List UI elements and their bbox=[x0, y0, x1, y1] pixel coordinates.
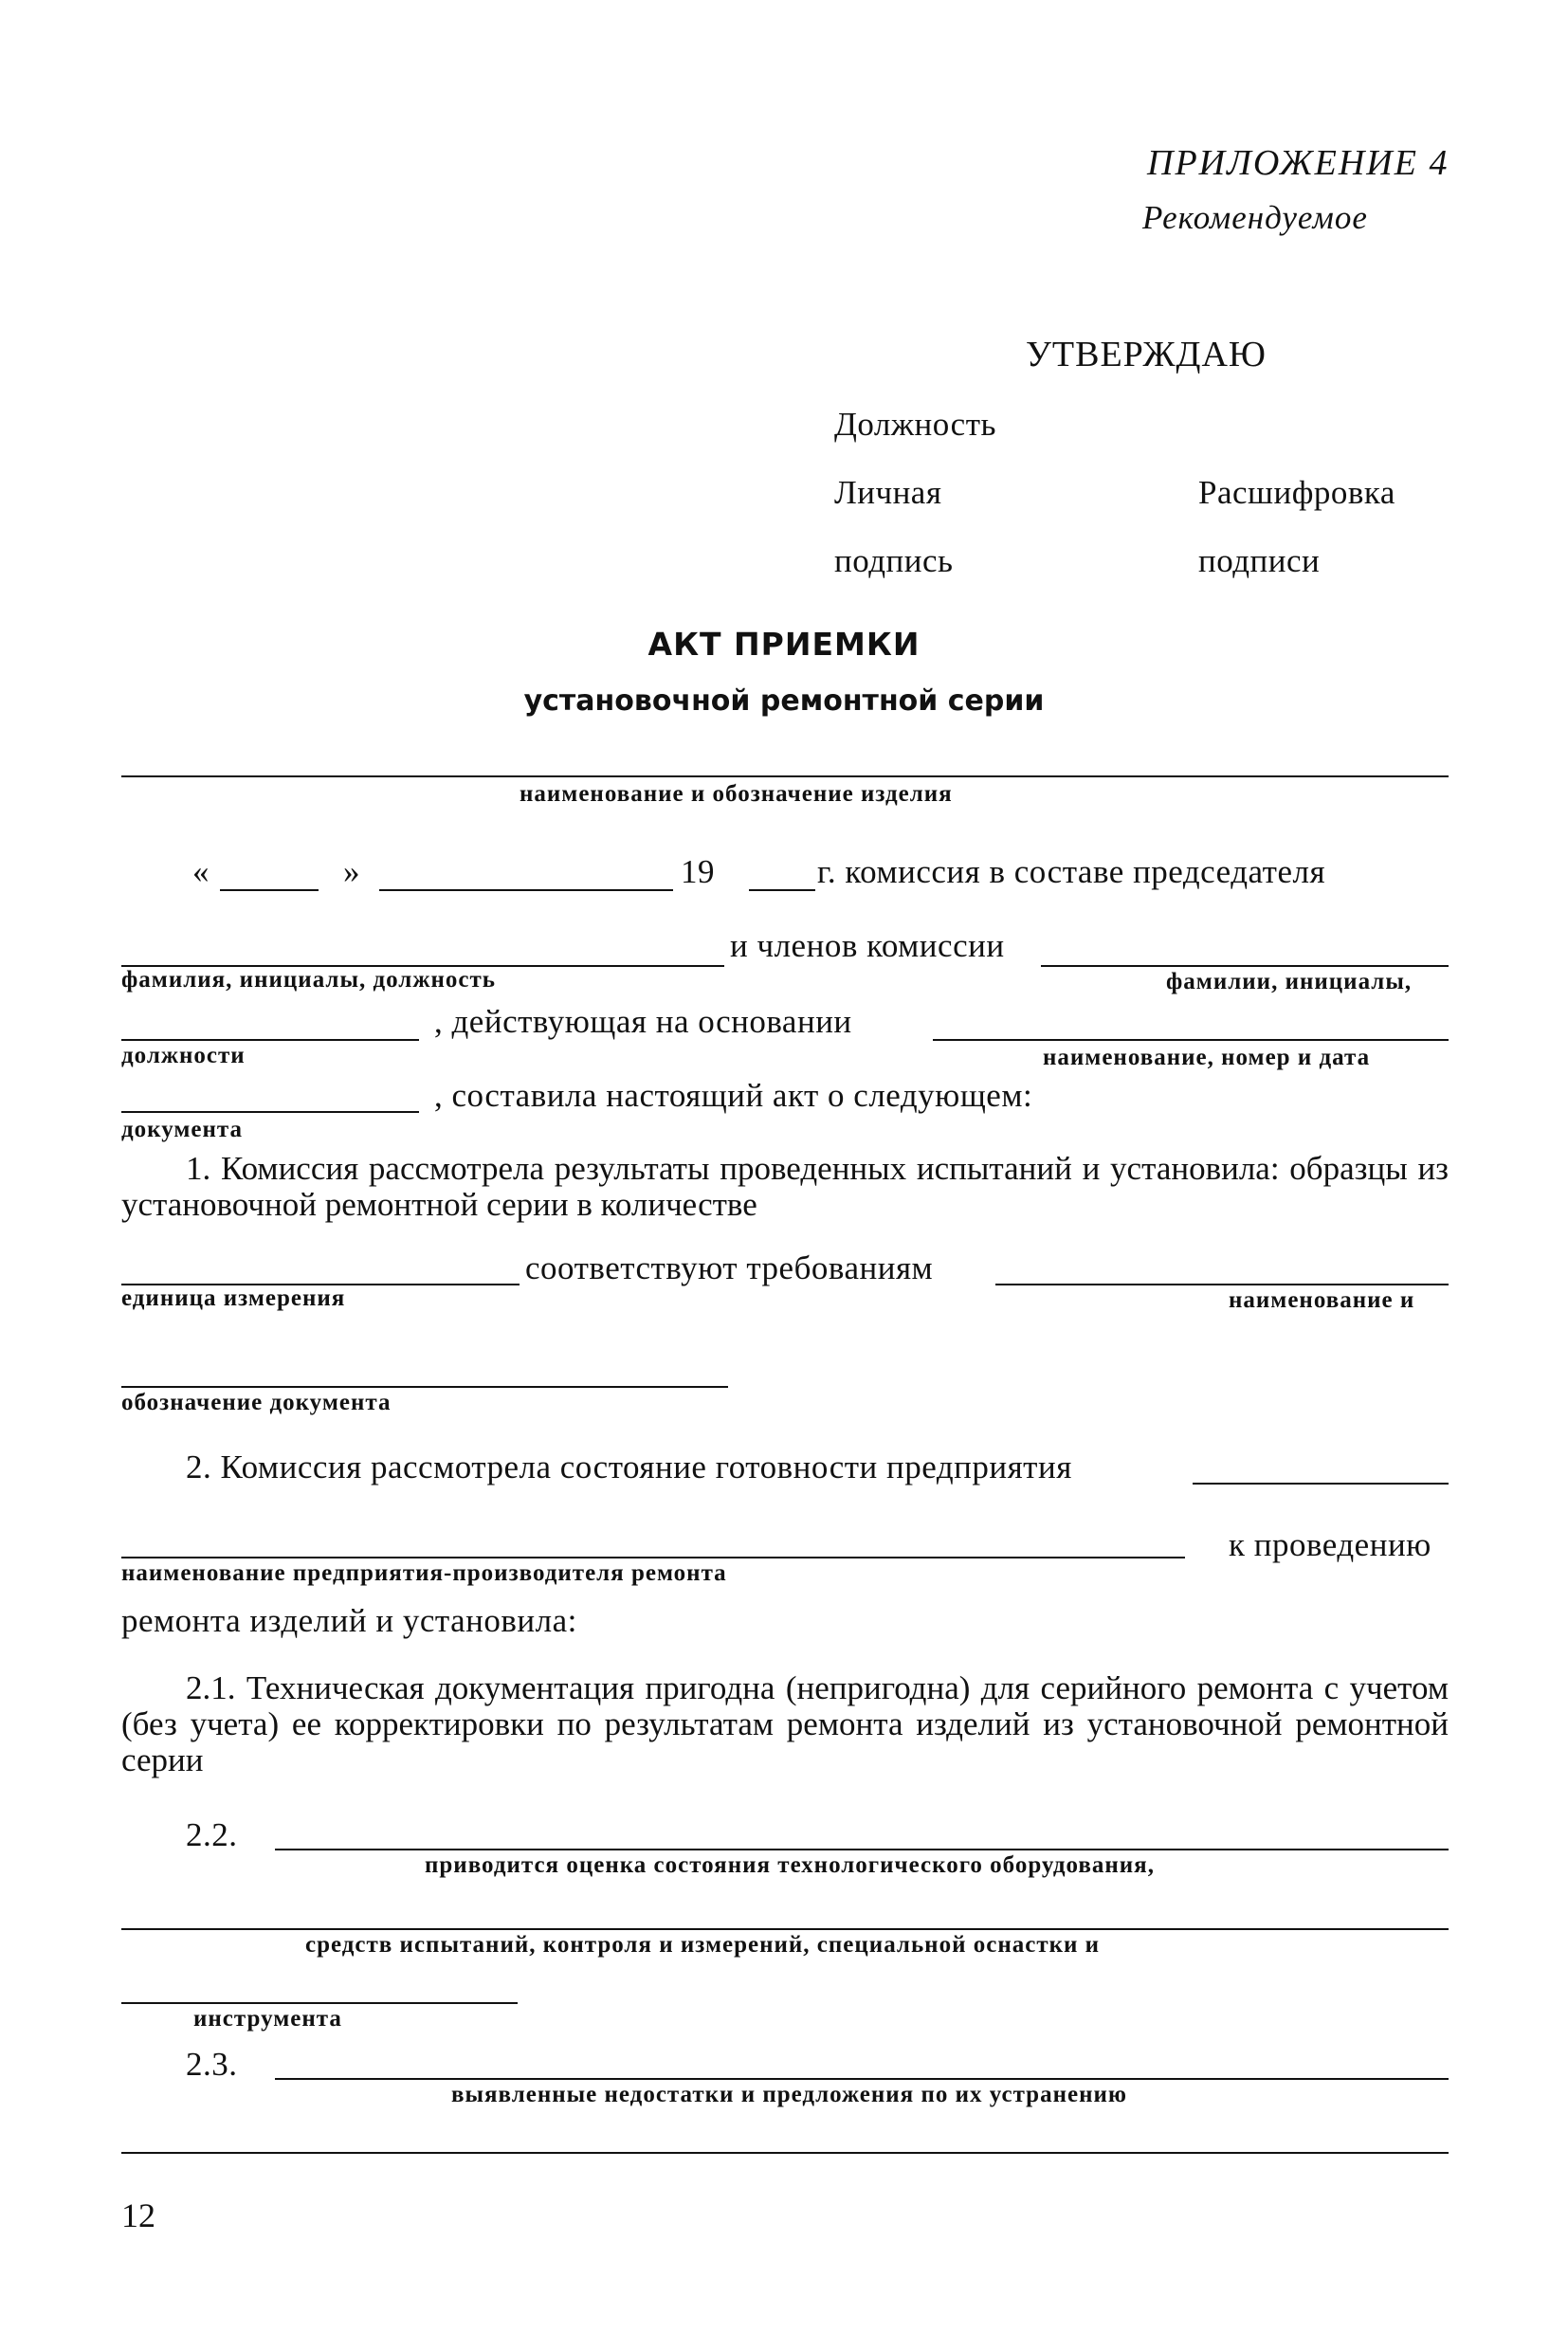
paragraph-2: 2. Комиссия рассмотрела состояние готовности предприятия bbox=[186, 1449, 1072, 1485]
basis-text: , действующая на основании bbox=[434, 1003, 852, 1040]
enterprise-field-line-2[interactable] bbox=[121, 1557, 1185, 1558]
item-2-2-label: 2.2. bbox=[186, 1816, 238, 1853]
assessment-field-line-2[interactable] bbox=[121, 1928, 1449, 1930]
signature-label-1: Личная bbox=[834, 474, 942, 511]
doc-name-caption: наименование и bbox=[1229, 1287, 1415, 1313]
paragraph-2-1: 2.1. Техническая документация пригодна (непригодна) для серийного ремонта с учетом (без учета) ее корректировки по результатам ремонта изделий из установочной ремонтной серии bbox=[121, 1669, 1449, 1778]
approval-title: УТВЕРЖДАЮ bbox=[1026, 335, 1267, 374]
assessment-caption-3: инструмента bbox=[193, 2006, 342, 2032]
act-subtitle: установочной ремонтной серии bbox=[523, 684, 1045, 718]
doc-designation-field-line[interactable] bbox=[121, 1386, 728, 1388]
defects-field-line-1[interactable] bbox=[275, 2078, 1449, 2080]
document-caption: документа bbox=[121, 1117, 243, 1142]
chairman-caption: фамилия, инициалы, должность bbox=[121, 967, 496, 993]
requirements-field-line[interactable] bbox=[995, 1284, 1449, 1285]
year-prefix: 19 bbox=[681, 853, 715, 890]
basis-field-line[interactable] bbox=[933, 1039, 1449, 1041]
commission-text: г. комиссия в составе председателя bbox=[817, 853, 1326, 890]
product-caption: наименование и обозначение изделия bbox=[520, 781, 953, 807]
document-field-line[interactable] bbox=[121, 1111, 419, 1113]
act-title: АКТ ПРИЕМКИ bbox=[647, 626, 921, 663]
day-field-line[interactable] bbox=[220, 889, 319, 891]
defects-field-line-2[interactable] bbox=[121, 2152, 1449, 2154]
quote-close: » bbox=[343, 853, 360, 890]
year-field-line[interactable] bbox=[749, 889, 815, 891]
comply-text: соответствуют требованиям bbox=[525, 1249, 934, 1286]
defects-caption: выявленные недостатки и предложения по их устранению bbox=[451, 2082, 1127, 2107]
assessment-caption-2: средств испытаний, контроля и измерений, специальной оснастки и bbox=[305, 1932, 1101, 1958]
enterprise-field-line-1[interactable] bbox=[1193, 1483, 1449, 1485]
month-field-line[interactable] bbox=[379, 889, 673, 891]
quote-open: « bbox=[192, 853, 210, 890]
appendix-label: ПРИЛОЖЕНИЕ 4 bbox=[1147, 143, 1449, 183]
assessment-caption-1: приводится оценка состояния технологического оборудования, bbox=[425, 1852, 1155, 1878]
position-label: Должность bbox=[834, 406, 996, 443]
decode-label-2: подписи bbox=[1198, 542, 1321, 579]
assessment-field-line-1[interactable] bbox=[275, 1849, 1449, 1850]
item-2-3-label: 2.3. bbox=[186, 2046, 238, 2083]
act-text: , составила настоящий акт о следующем: bbox=[434, 1077, 1033, 1114]
positions-field-line[interactable] bbox=[121, 1039, 419, 1041]
members-field-line[interactable] bbox=[1041, 965, 1449, 967]
paragraph-1: 1. Комиссия рассмотрела результаты проведенных испытаний и установила: образцы из установочной ремонтной серии в количестве bbox=[121, 1150, 1449, 1223]
signature-label-2: подпись bbox=[834, 542, 954, 579]
doc-designation-caption: обозначение документа bbox=[121, 1390, 392, 1415]
members-caption: фамилии, инициалы, bbox=[1166, 969, 1413, 994]
unit-caption: единица измерения bbox=[121, 1285, 346, 1311]
enterprise-caption: наименование предприятия-производителя ремонта bbox=[121, 1560, 727, 1586]
decode-label-1: Расшифровка bbox=[1198, 474, 1395, 511]
recommended-label: Рекомендуемое bbox=[1142, 199, 1368, 236]
page-number: 12 bbox=[121, 2196, 155, 2234]
repair-text: ремонта изделий и установила: bbox=[121, 1602, 577, 1639]
members-text: и членов комиссии bbox=[730, 927, 1005, 964]
product-field-line[interactable] bbox=[121, 775, 1449, 777]
assessment-field-line-3[interactable] bbox=[121, 2002, 518, 2004]
positions-caption: должности bbox=[121, 1043, 246, 1068]
doc-name-number-caption: наименование, номер и дата bbox=[1043, 1045, 1371, 1070]
to-conduct-text: к проведению bbox=[1229, 1526, 1431, 1563]
